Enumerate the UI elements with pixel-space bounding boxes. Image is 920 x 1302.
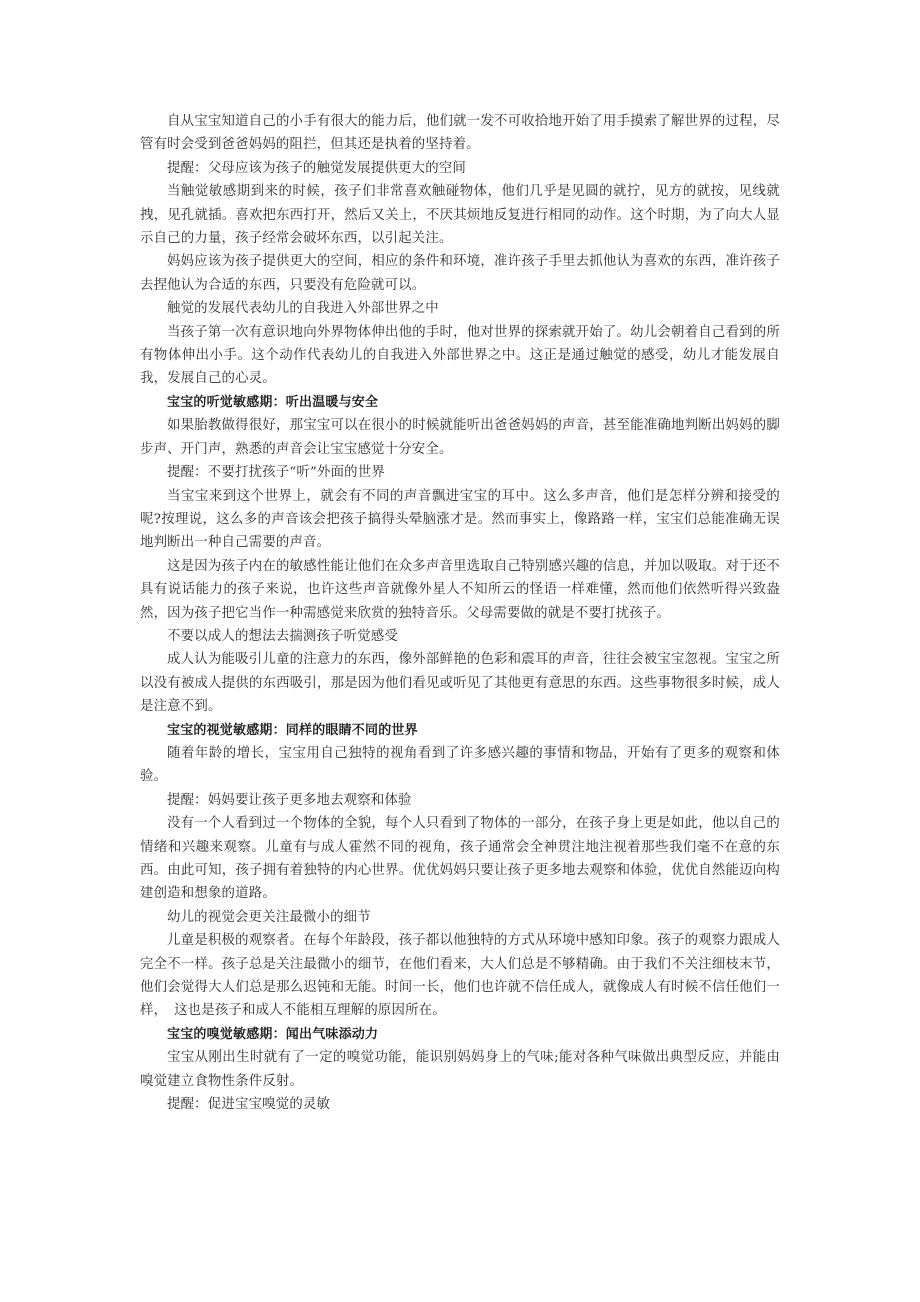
document-body: [140, 110, 780, 1116]
paragraph: 这是因为孩子内在的敏感性能让他们在众多声音里选取自己特别感兴趣的信息，并加以吸取。对于还不具有说话能力的孩子来说，也许这些声音就像外星人不知所云的怪语一样难懂，然而他们依然听得兴致盎然，因为孩子把它当作一种需感觉来欣赏的独特音乐。父母需要做的就是不要打扰孩子。: [140, 558, 780, 621]
subheading: 触觉的发展代表幼儿的自我进入外部世界之中: [167, 301, 439, 317]
paragraph: 当孩子第一次有意识地向外界物体伸出他的手时，他对世界的探索就开始了。幼儿会朝着自己看到的所有物体伸出小手。这个动作代表幼儿的自我进入外部世界之中。这正是通过触觉的感受，幼儿才能发展自我，发展自己的心灵。: [140, 324, 780, 387]
tip-line: 提醒：妈妈要让孩子更多地去观察和体验: [167, 792, 412, 808]
paragraph: 随着年龄的增长，宝宝用自己独特的视角看到了许多感兴趣的事情和物品，开始有了更多的观察和体验。: [140, 745, 780, 785]
paragraph: 自从宝宝知道自己的小手有很大的能力后，他们就一发不可收拾地开始了用手摸索了解世界的过程，尽管有时会受到爸爸妈妈的阻拦，但其还是执着的坚持着。: [140, 114, 780, 153]
paragraph: 儿童是积极的观察者。在每个年龄段，孩子都以他独特的方式从环境中感知印象。孩子的观察力跟成人完全不一样。孩子总是关注最微小的细节，在他们看来，大人们总是不够精确。由于我们不关注细枝末节，他们会觉得大人们总是那么迟钝和无能。时间一长，他们也许就不信任成人，就像成人有时候不信任他们一样， 这也是孩子和成人不能相互理解的原因所在。: [140, 933, 780, 1019]
subheading: 不要以成人的想法去揣测孩子听觉感受: [167, 628, 399, 644]
paragraph: 妈妈应该为孩子提供更大的空间，相应的条件和环境，准许孩子手里去抓他认为喜欢的东西，准许孩子去捏他认为合适的东西，只要没有危险就可以。: [140, 254, 780, 293]
section-heading-hearing: 宝宝的听觉敏感期：听出温暖与安全: [167, 394, 379, 410]
tip-line: 提醒：父母应该为孩子的触觉发展提供更大的空间: [167, 160, 466, 176]
section-heading-vision: 宝宝的视觉敏感期：同样的眼睛不同的世界: [167, 722, 418, 738]
paragraph: 宝宝从刚出生时就有了一定的嗅觉功能，能识别妈妈身上的气味;能对各种气味做出典型反应，并能由嗅觉建立食物性条件反射。: [140, 1050, 780, 1089]
tip-line: 提醒：促进宝宝嗅觉的灵敏: [167, 1097, 331, 1113]
tip-line: 提醒：不要打扰孩子“听”外面的世界: [167, 465, 385, 481]
subheading: 幼儿的视觉会更关注最微小的细节: [167, 909, 371, 925]
paragraph: 成人认为能吸引儿童的注意力的东西，像外部鲜艳的色彩和震耳的声音，往往会被宝宝忽视。宝宝之所以没有被成人提供的东西吸引，那是因为他们看见或听见了其他更有意思的东西。这些事物很多时候，成人是注意不到。: [140, 652, 780, 715]
paragraph: 没有一个人看到过一个物体的全貌，每个人只看到了物体的一部分，在孩子身上更是如此，他以自己的情绪和兴趣来观察。儿童有与成人霍然不同的视角，孩子通常会全神贯注地注视着那些我们毫不在意的东西。由此可知，孩子拥有着独特的内心世界。优优妈妈只要让孩子更多地去观察和体验，优优自然能迈向构建创造和想象的道路。: [140, 816, 780, 902]
paragraph: 当宝宝来到这个世界上，就会有不同的声音飘进宝宝的耳中。这么多声音，他们是怎样分辨和接受的呢?按理说，这么多的声音该会把孩子搞得头晕脑涨才是。然而事实上，像路路一样，宝宝们总能准确无误地判断出一种自己需要的声音。: [140, 488, 780, 551]
section-heading-smell: 宝宝的嗅觉敏感期：闻出气味添动力: [167, 1026, 379, 1042]
paragraph: 当触觉敏感期到来的时候，孩子们非常喜欢触碰物体，他们几乎是见圆的就拧，见方的就按，见线就拽，见孔就插。喜欢把东西打开，然后又关上，不厌其烦地反复进行相同的动作。这个时期，为了向大人显示自己的力量，孩子经常会破坏东西，以引起关注。: [140, 184, 780, 247]
paragraph: 如果胎教做得很好，那宝宝可以在很小的时候就能听出爸爸妈妈的声音，甚至能准确地判断出妈妈的脚步声、开门声，熟悉的声音会让宝宝感觉十分安全。: [140, 418, 780, 457]
